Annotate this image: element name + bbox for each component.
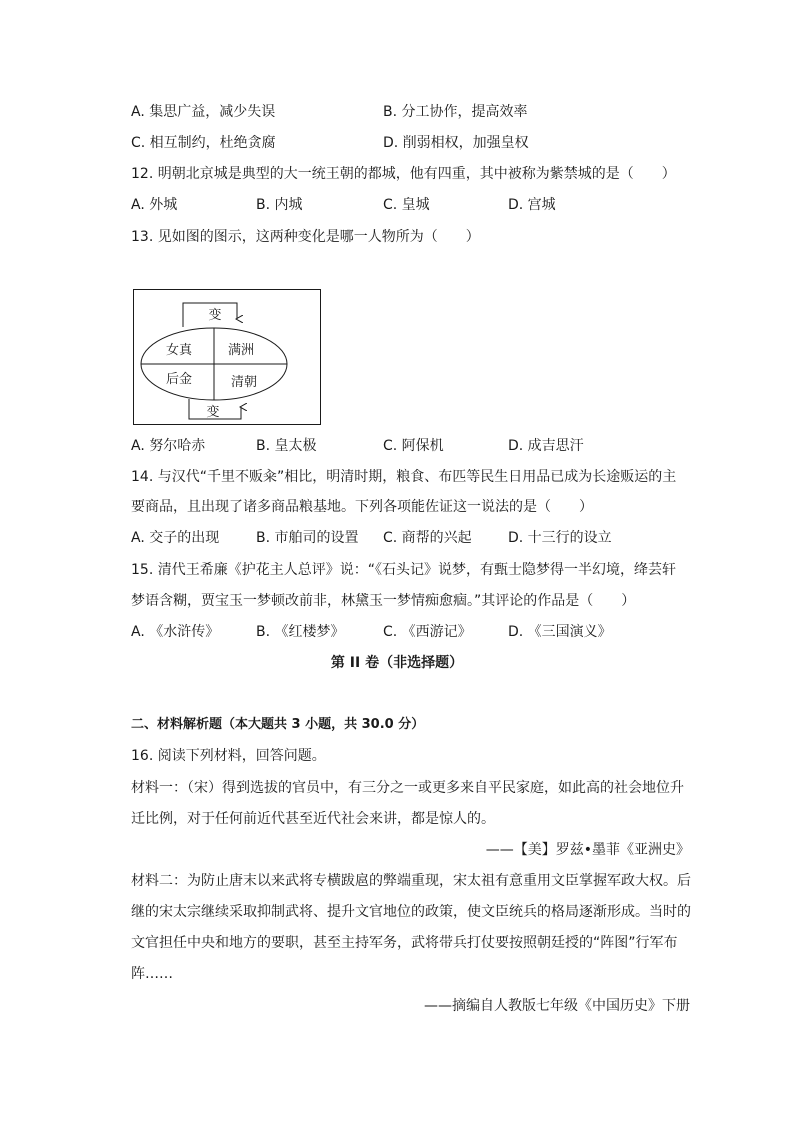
q14-option-a: A. 交子的出现 — [131, 530, 220, 546]
q15-option-c: C. 《西游记》 — [383, 624, 472, 640]
q13-option-a: A. 努尔哈赤 — [131, 438, 206, 454]
q12-option-c: C. 皇城 — [383, 197, 430, 213]
label-nuzhen: 女真 — [165, 343, 193, 358]
material1-line2: 迁比例，对于任何前近代甚至近代社会来讲，都是惊人的。 — [131, 811, 495, 827]
q14-stem-line1: 14. 与汉代“千里不贩籴”相比，明清时期，粮食、布匹等民生日用品已成为长途贩运的主 — [131, 469, 677, 485]
q16-stem: 16. 阅读下列材料，回答问题。 — [131, 748, 326, 764]
q13-diagram — [133, 289, 323, 426]
q11-option-c: C. 相互制约，杜绝贪腐 — [131, 135, 276, 151]
q12-option-a: A. 外城 — [131, 197, 178, 213]
q12-option-b: B. 内城 — [256, 197, 303, 213]
label-manzhou: 满洲 — [227, 343, 255, 358]
q13-stem: 13. 见如图的图示，这两种变化是哪一人物所为（ ） — [131, 229, 480, 245]
q11-option-d: D. 削弱相权，加强皇权 — [383, 135, 529, 151]
q11-option-b: B. 分工协作，提高效率 — [383, 104, 528, 120]
q13-option-c: C. 阿保机 — [383, 438, 444, 454]
q15-option-b: B. 《红楼梦》 — [256, 624, 345, 640]
top-change-label: 变 — [208, 308, 222, 323]
material2-source: ——摘编自人教版七年级《中国历史》下册 — [424, 998, 690, 1014]
q14-option-d: D. 十三行的设立 — [508, 530, 612, 546]
q15-option-a: A. 《水浒传》 — [131, 624, 220, 640]
q14-option-c: C. 商帮的兴起 — [383, 530, 472, 546]
material1-line1: 材料一：（宋）得到选拔的官员中，有三分之一或更多来自平民家庭，如此高的社会地位升 — [131, 780, 684, 796]
label-houjin: 后金 — [165, 372, 193, 387]
bottom-change-label: 变 — [206, 405, 220, 420]
q15-stem-line2: 梦语含糊，贾宝玉一梦顿改前非，林黛玉一梦情痴愈痼。”其评论的作品是（ ） — [131, 593, 636, 609]
material2-line1: 材料二：为防止唐末以来武将专横跋扈的弊端重现，宋太祖有意重用文臣掌握军政大权。后 — [131, 873, 691, 889]
q12-option-d: D. 宫城 — [508, 197, 556, 213]
q12-stem: 12. 明朝北京城是典型的大一统王朝的都城，他有四重，其中被称为紫禁城的是（ ） — [131, 166, 676, 182]
q14-option-b: B. 市舶司的设置 — [256, 530, 359, 546]
q15-option-d: D. 《三国演义》 — [508, 624, 612, 640]
material2-line3: 文官担任中央和地方的要职，甚至主持军务，武将带兵打仗要按照朝廷授的“阵图”行军布 — [131, 935, 678, 951]
q13-option-b: B. 皇太极 — [256, 438, 317, 454]
q13-option-d: D. 成吉思汗 — [508, 438, 584, 454]
section2-heading: 二、材料解析题（本大题共 3 小题，共 30.0 分） — [131, 717, 425, 732]
material1-source: ——【美】罗兹•墨菲《亚洲史》 — [485, 842, 690, 858]
label-qingchao: 清朝 — [230, 375, 258, 390]
q14-stem-line2: 要商品，且出现了诸多商品粮基地。下列各项能佐证这一说法的是（ ） — [131, 499, 593, 515]
q15-stem-line1: 15. 清代王希廉《护花主人总评》说：“《石头记》说梦，有甄士隐梦得一半幻境，绛芸轩 — [131, 562, 676, 578]
part2-title: 第 II 卷（非选择题） — [330, 655, 464, 671]
material2-line4: 阵…… — [131, 966, 173, 982]
q11-option-a: A. 集思广益，减少失误 — [131, 104, 276, 120]
material2-line2: 继的宋太宗继续采取抑制武将、提升文官地位的政策，使文臣统兵的格局逐渐形成。当时的 — [131, 904, 691, 920]
